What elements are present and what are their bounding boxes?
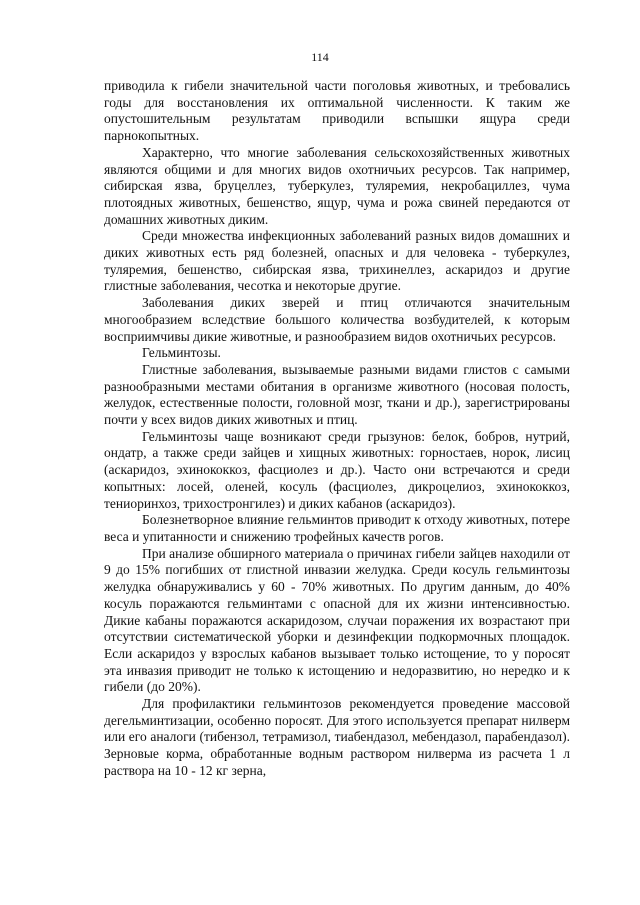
paragraph: Характерно, что многие заболевания сельскохозяйственных животных являются общими и для многих видов охотничьих ресурсов. Так например, сибирская язва, бруцеллез, туберкулез, туляремия, некробациллез, чума плотоядных животных, бешенство, ящур, чума и рожа свиней передаются от домашних животных диким. <box>104 144 570 227</box>
paragraph: Заболевания диких зверей и птиц отличаются значительным многообразием вследствие большого количества возбудителей, к которым восприимчивы дикие животные, и разнообразием видов охотничьих ресурсов. <box>104 295 570 344</box>
paragraph: Глистные заболевания, вызываемые разными видами глистов с самыми разнообразными местами обитания в организме животного (носовая полость, желудок, естественные полости, головной мозг, ткани и др.), зарегистрированы почти у всех видов диких животных и птиц. <box>104 361 570 428</box>
paragraph: Болезнетворное влияние гельминтов приводит к отходу животных, потере веса и упитанности и снижению трофейных качеств рогов. <box>104 512 570 544</box>
paragraph: При анализе обширного материала о причинах гибели зайцев находили от 9 до 15% погибших от глистной инвазии желудка. Среди косуль гельминтозы желудка обнаруживались у 60 - 70% животных. По другим данным, до 40% косуль поражаются гельминтами с опасной для их жизни интенсивностью. Дикие кабаны поражаются аскаридозом, случаи поражения их возрастают при отсутствии систематической уборки и дезинфекции подкормочных площадок. Если аскаридоз у взрослых кабанов вызывает только истощение, то у поросят эта инвазия приводит не только к истощению и недоразвитию, но нередко и к гибели (до 20%). <box>104 545 570 695</box>
paragraph: Гельминтозы чаще возникают среди грызунов: белок, бобров, нутрий, ондатр, а также среди зайцев и хищных животных: горностаев, норок, лисиц (аскаридоз, эхинококкоз, фасциолез и др.). Часто они встречаются и среди копытных: лосей, оленей, косуль (фасциолез, дикроцелиоз, эхинококкоз, тениоринхоз, трихостронгилез) и диких кабанов (аскаридоз). <box>104 428 570 511</box>
body-text <box>104 78 570 780</box>
paragraph: Для профилактики гельминтозов рекомендуется проведение массовой дегельминтизации, особенно поросят. Для этого используется препарат нилверм или его аналоги (тибензол, тетрамизол, тиабендазол, мебендазол, парабендазол). Зерновые корма, обработанные водным раствором нилверма из расчета 1 л раствора на 10 - 12 кг зерна, <box>104 696 570 778</box>
section-heading: Гельминтозы. <box>142 345 221 361</box>
page-number: 114 <box>311 50 329 64</box>
paragraph: Среди множества инфекционных заболеваний разных видов домашних и диких животных есть ряд болезней, опасных и для человека - туберкулез, туляремия, бешенство, сибирская язва, трихинеллез, аскаридоз и другие глистные заболевания, чесотка и некоторые другие. <box>104 228 570 294</box>
paragraph: приводила к гибели значительной части поголовья животных, и требовались годы для восстановления их оптимальной численности. К таким же опустошительным результатам приводили вспышки ящура среди парнокопытных. <box>104 78 570 144</box>
